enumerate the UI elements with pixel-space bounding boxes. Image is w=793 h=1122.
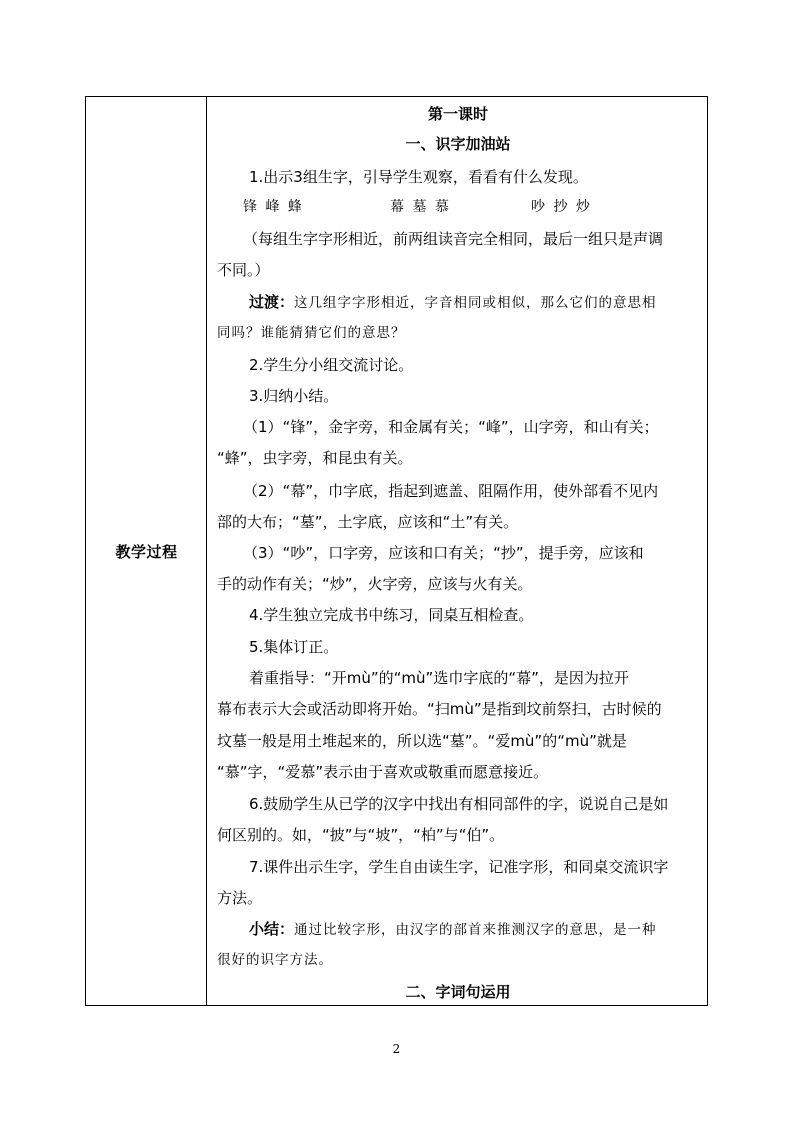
summary-label: 小结：: [249, 920, 295, 938]
transition-line-b: 同吗？谁能猜猜它们的意思？: [217, 325, 406, 341]
transition-text-a: 这几组字字形相近，字音相同或相似，那么它们的意思相: [294, 295, 657, 311]
step-6-line-a: 6.鼓励学生从已学的汉字中找出有相同部件的字，说说自己是如: [249, 795, 669, 813]
teaching-process-label: 教学过程: [115, 543, 178, 561]
summary-line-a: [217, 919, 699, 940]
focus-line-a: 着重指导：“开mù”的“mù”选巾字底的“幕”，是因为拉开: [249, 669, 629, 687]
summary-text-a: 通过比较字形，由汉字的部首来推测汉字的意思，是一种: [294, 922, 657, 938]
content-column: [207, 97, 707, 1005]
step-7-line-a: 7.课件出示生字，学生自由读生字，记准字形，和同桌交流识字: [249, 858, 669, 876]
step-4: 4.学生独立完成书中练习，同桌互相检查。: [249, 606, 534, 624]
step-1: 1.出示3组生字，引导学生观察，看看有什么发现。: [249, 168, 588, 186]
transition-label: 过渡：: [249, 293, 295, 311]
point-2-line-a: （2）“幕”，巾字底，指起到遮盖、阻隔作用，使外部看不见内: [243, 482, 659, 500]
char-group-2: 幕 墓 慕: [390, 199, 451, 215]
transition-line-a: [217, 292, 699, 313]
char-group-1: 锋 峰 蜂: [243, 199, 304, 215]
step-5: 5.集体订正。: [249, 638, 339, 656]
lesson-table: [85, 96, 708, 1006]
section1-title: 一、识字加油站: [405, 135, 511, 153]
focus-line-b: 幕布表示大会或活动即将开始。“扫mù”是指到坟前祭扫，古时候的: [217, 700, 662, 718]
point-1-line-a: （1）“锋”，金字旁，和金属有关；“峰”，山字旁，和山有关；: [243, 418, 659, 436]
note-line-b: 不同。）: [217, 261, 270, 279]
step-2: 2.学生分小组交流讨论。: [249, 356, 414, 374]
char-group-3: 吵 抄 炒: [531, 199, 592, 215]
step-6-line-b: 何区别的。如，“披”与“坡”，“柏”与“伯”。: [217, 826, 505, 844]
point-3-line-b: 手的动作有关；“炒”，火字旁，应该与火有关。: [217, 575, 533, 593]
point-3-line-a: （3）“吵”，口字旁，应该和口有关；“抄”，提手旁，应该和: [243, 544, 644, 562]
lesson-title: 第一课时: [427, 105, 488, 123]
section2-title: 二、字词句运用: [405, 983, 511, 1001]
step-7-line-b: 方法。: [217, 889, 263, 907]
page-number: 2: [392, 1042, 401, 1056]
point-1-line-b: “蜂”，虫字旁，和昆虫有关。: [217, 449, 413, 467]
point-2-line-b: 部的大布；“墓”，土字底，应该和“土”有关。: [217, 513, 519, 531]
step-3: 3.归纳小结。: [249, 387, 339, 405]
summary-line-b: 很好的识字方法。: [217, 952, 333, 968]
focus-line-c: 坟墓一般是用土堆起来的，所以选“墓”。“爱mù”的“mù”就是: [217, 732, 627, 750]
focus-line-d: “慕”字，“爱慕”表示由于喜欢或敬重而愿意接近。: [217, 763, 549, 781]
label-column: [86, 97, 207, 1005]
note-line-a: （每组生字字形相近，前两组读音完全相同，最后一组只是声调: [243, 230, 664, 248]
